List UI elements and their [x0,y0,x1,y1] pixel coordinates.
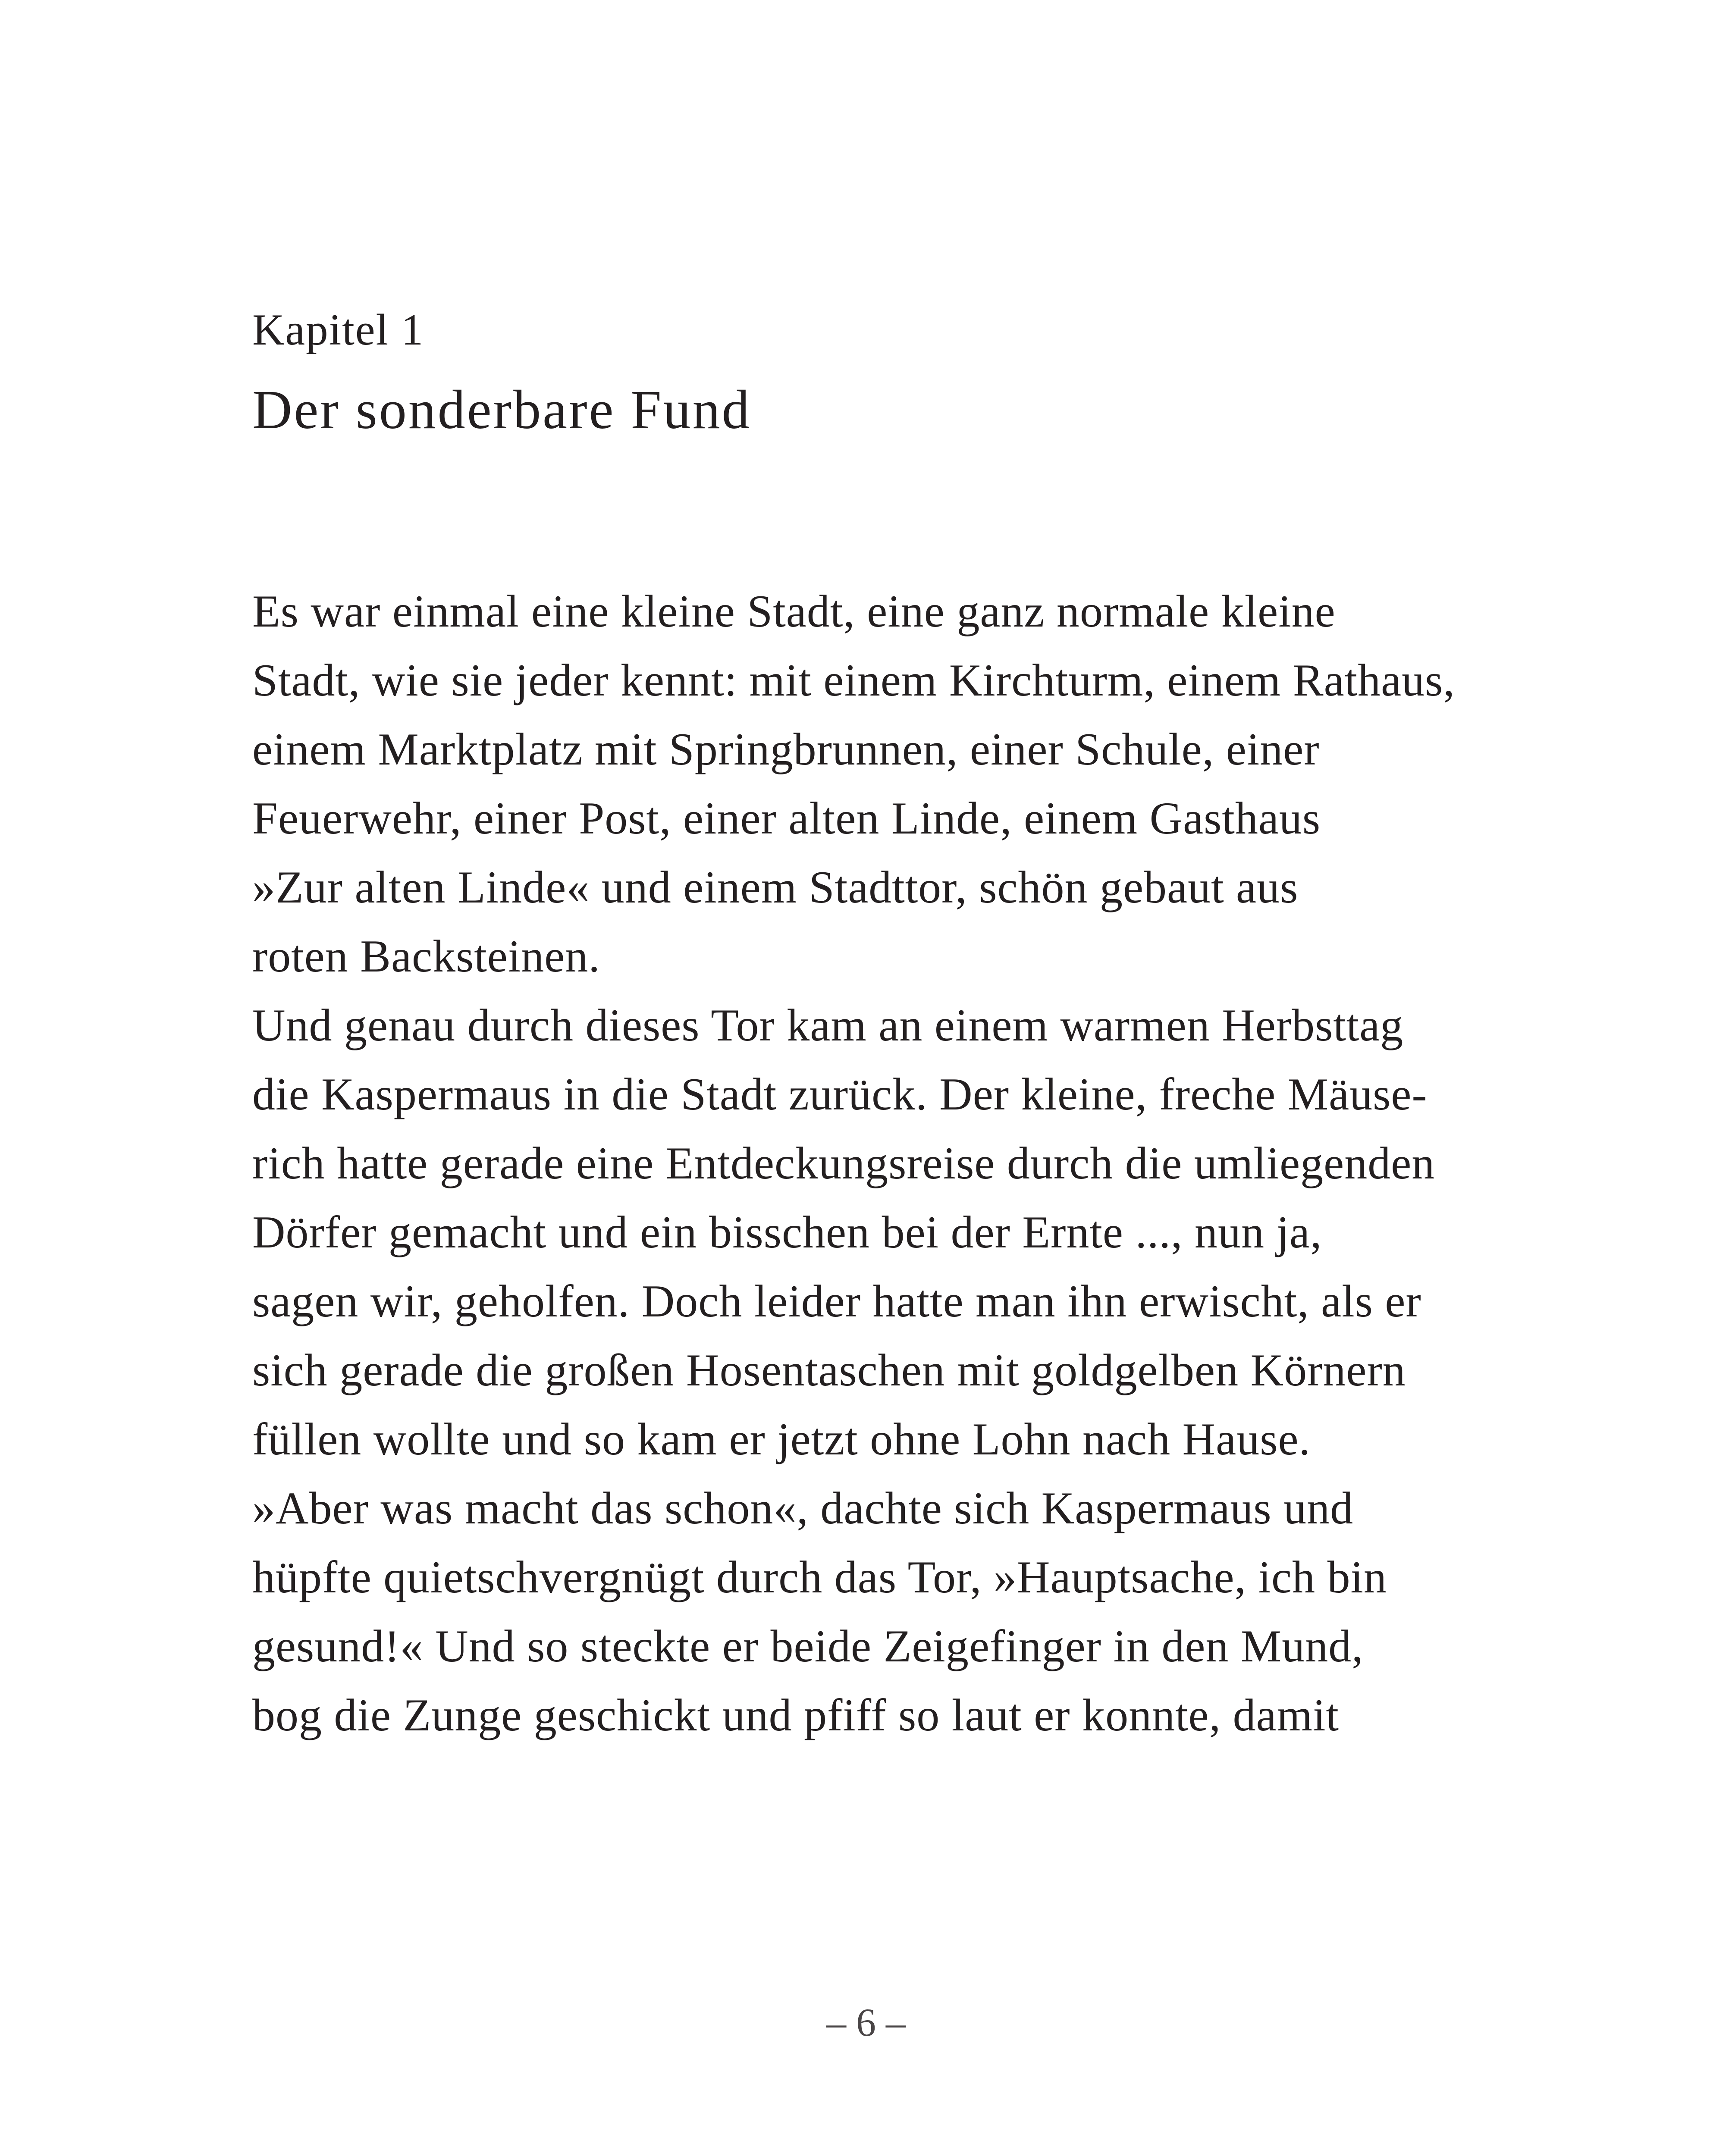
text-line: »Aber was macht das schon«, dachte sich Kaspermaus und [252,1483,1354,1533]
text-line: hüpfte quietschvergnügt durch das Tor, »Hauptsache, ich bin [252,1552,1387,1602]
text-line: die Kaspermaus in die Stadt zurück. Der kleine, freche Mäuse- [252,1069,1428,1119]
body-text [252,577,1589,1750]
text-line: Stadt, wie sie jeder kennt: mit einem Kirchturm, einem Rathaus, [252,655,1455,705]
text-line: roten Backsteinen. [252,931,600,981]
text-line: Es war einmal eine kleine Stadt, eine ganz normale kleine [252,586,1336,636]
chapter-label: Kapitel 1 [252,305,424,354]
text-line: einem Marktplatz mit Springbrunnen, einer Schule, einer [252,724,1320,774]
text-line: Feuerwehr, einer Post, einer alten Linde, einem Gasthaus [252,793,1321,843]
text-line: »Zur alten Linde« und einem Stadttor, schön gebaut aus [252,862,1299,912]
text-line: Und genau durch dieses Tor kam an einem warmen Herbsttag [252,1000,1404,1050]
text-line: sagen wir, geholfen. Doch leider hatte man ihn erwischt, als er [252,1276,1421,1326]
text-line: gesund!« Und so steckte er beide Zeigefinger in den Mund, [252,1621,1364,1671]
text-line: Dörfer gemacht und ein bisschen bei der Ernte ..., nun ja, [252,1207,1322,1257]
text-line: rich hatte gerade eine Entdeckungsreise durch die umliegenden [252,1138,1435,1188]
page-number: – 6 – [826,2000,906,2044]
text-line: bog die Zunge geschickt und pfiff so laut er konnte, damit [252,1690,1339,1740]
chapter-title: Der sonderbare Fund [252,379,751,440]
text-line: sich gerade die großen Hosentaschen mit goldgelben Körnern [252,1345,1406,1395]
text-line: füllen wollte und so kam er jetzt ohne Lohn nach Hause. [252,1414,1311,1464]
